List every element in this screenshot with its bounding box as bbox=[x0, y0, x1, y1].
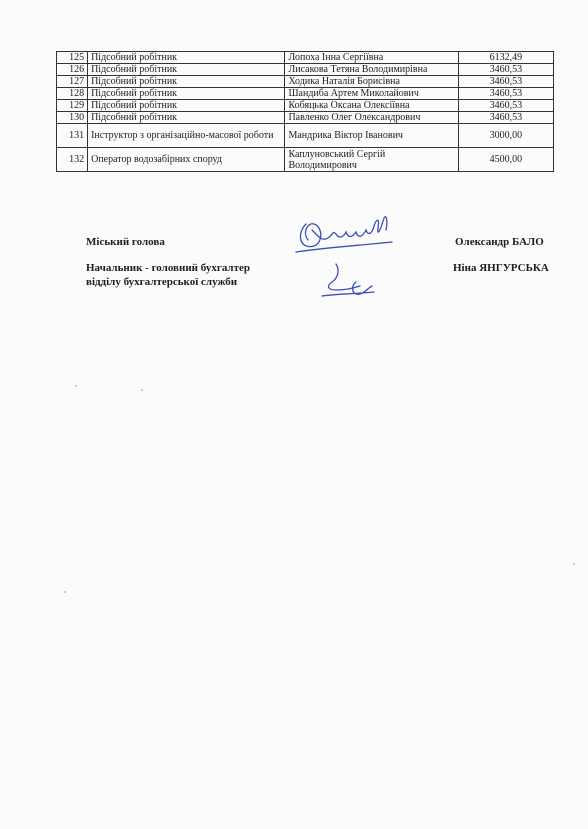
row-salary: 3460,53 bbox=[458, 64, 553, 76]
accountant-title-line1: Начальник - головний бухгалтер bbox=[86, 262, 251, 274]
row-salary: 4500,00 bbox=[458, 148, 553, 172]
mayor-signature-image bbox=[292, 212, 404, 256]
row-employee-name: Мандрика Віктор Іванович bbox=[285, 124, 458, 148]
row-number: 131 bbox=[57, 124, 88, 148]
row-salary: 6132,49 bbox=[458, 52, 553, 64]
row-salary: 3460,53 bbox=[458, 76, 553, 88]
table-row bbox=[57, 64, 554, 76]
row-employee-name: Лопоха Інна Сергіївна bbox=[285, 52, 458, 64]
row-number: 129 bbox=[57, 100, 88, 112]
table-row bbox=[57, 124, 554, 148]
staff-table-body bbox=[57, 52, 554, 172]
row-employee-name: Павленко Олег Олександрович bbox=[285, 112, 458, 124]
row-employee-name: Кобяцька Оксана Олексіївна bbox=[285, 100, 458, 112]
table-row bbox=[57, 52, 554, 64]
row-position: Підсобний робітник bbox=[88, 52, 285, 64]
accountant-title-line2: відділу бухгалтерської служби bbox=[86, 276, 238, 288]
row-salary: 3460,53 bbox=[458, 112, 553, 124]
mayor-name: Олександр БАЛО bbox=[455, 236, 544, 248]
scan-speck bbox=[64, 591, 66, 593]
row-position: Підсобний робітник bbox=[88, 64, 285, 76]
row-employee-name: Каплуновський Сергій Володимирович bbox=[285, 148, 458, 172]
row-salary: 3460,53 bbox=[458, 100, 553, 112]
accountant-signature-image bbox=[316, 260, 380, 302]
scan-speck bbox=[75, 385, 77, 387]
row-number: 125 bbox=[57, 52, 88, 64]
row-position: Підсобний робітник bbox=[88, 88, 285, 100]
table-row bbox=[57, 100, 554, 112]
row-number: 132 bbox=[57, 148, 88, 172]
row-employee-name: Лисакова Тетяна Володимирівна bbox=[285, 64, 458, 76]
row-number: 128 bbox=[57, 88, 88, 100]
scan-speck bbox=[573, 563, 575, 565]
row-position: Підсобний робітник bbox=[88, 112, 285, 124]
row-salary: 3000,00 bbox=[458, 124, 553, 148]
row-employee-name: Ходика Наталія Борисівна bbox=[285, 76, 458, 88]
row-position: Підсобний робітник bbox=[88, 100, 285, 112]
mayor-title: Міський голова bbox=[86, 236, 165, 248]
table-row bbox=[57, 112, 554, 124]
row-position: Оператор водозабірних споруд bbox=[88, 148, 285, 172]
row-number: 130 bbox=[57, 112, 88, 124]
staff-table bbox=[56, 51, 554, 172]
row-number: 126 bbox=[57, 64, 88, 76]
row-employee-name: Шандиба Артем Миколайович bbox=[285, 88, 458, 100]
scan-speck bbox=[141, 389, 143, 391]
table-row bbox=[57, 76, 554, 88]
row-position: Підсобний робітник bbox=[88, 76, 285, 88]
row-number: 127 bbox=[57, 76, 88, 88]
row-position: Інструктор з організаційно-масової роботи bbox=[88, 124, 285, 148]
table-row bbox=[57, 148, 554, 172]
table-row bbox=[57, 88, 554, 100]
accountant-name: Ніна ЯНГУРСЬКА bbox=[453, 262, 549, 274]
row-salary: 3460,53 bbox=[458, 88, 553, 100]
